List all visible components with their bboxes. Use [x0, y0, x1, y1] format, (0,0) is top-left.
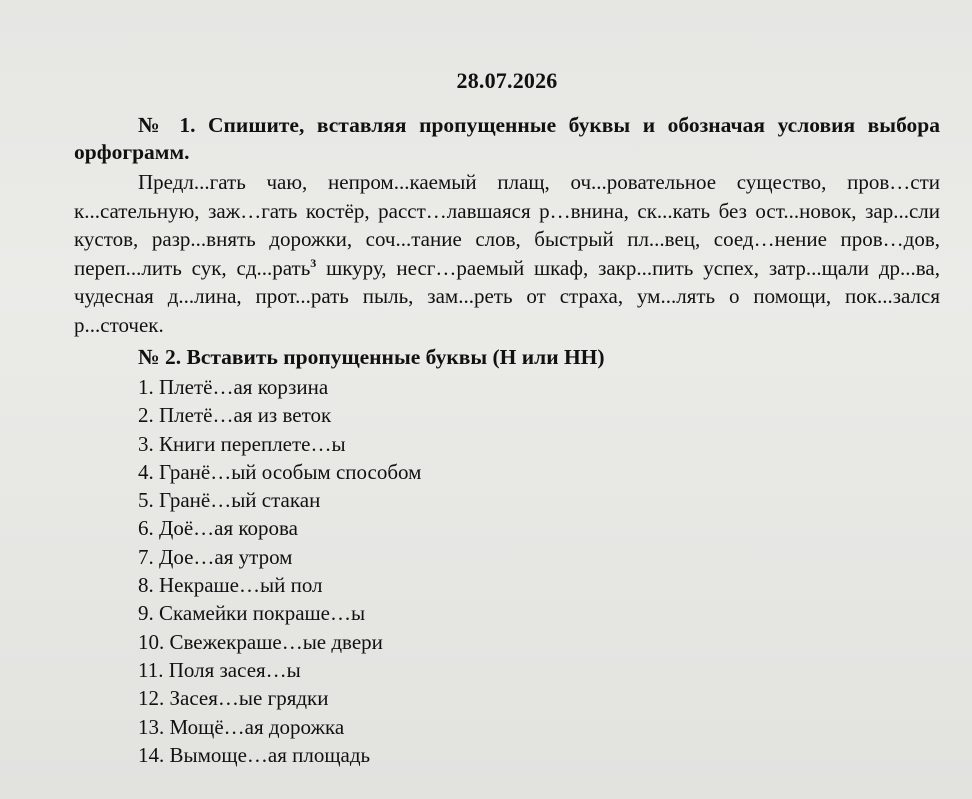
list-item: 8. Некраше…ый пол [138, 573, 323, 598]
task1-text-part1: Предл...гать чаю, непром...каемый плащ, оч...ровательное существо, пров…сти к...сательную, заж…гать костёр, расст…лавшаяся р…внина, ск...кать без ост...новок, зар...сли кустов, разр...внять дорожки, соч...тание слов, быстрый пл...вец, соед…нение пров…дов, переп...лить сук, сд...рать [74, 170, 940, 280]
document-date: 28.07.2026 [456, 68, 558, 93]
list-item: 12. Засея…ые грядки [138, 686, 329, 711]
list-item: 5. Гранё…ый стакан [138, 488, 321, 513]
list-item: 4. Гранё…ый особым способом [138, 459, 422, 484]
task1-title: № 1. Спишите, вставляя пропущенные буквы и обозначая условия выбора орфограмм. [74, 113, 940, 164]
list-item: 2. Плетё…ая из веток [138, 403, 332, 428]
list-item: 14. Вымоще…ая площадь [138, 742, 371, 767]
list-item: 1. Плетё…ая корзина [138, 375, 329, 399]
list-item: 7. Дое…ая утром [138, 544, 293, 569]
task1-text-part2: шкуру, несг…раемый шкаф, закр...пить успех, затр...щали др...ва, чудесная д...лина, прот...рать пыль, зам...реть от страха, ум...лять о помощи, пок...зался р...сточек. [74, 255, 940, 337]
list-item: 10. Свежекраше…ые двери [138, 629, 383, 654]
document-content [74, 68, 940, 769]
list-item: 9. Скамейки покраше…ы [138, 601, 366, 626]
list-item: 13. Мощё…ая дорожка [138, 714, 345, 739]
list-item: 6. Доё…ая корова [138, 516, 298, 541]
task2-list [138, 373, 940, 769]
list-item: 3. Книги переплете…ы [138, 431, 346, 456]
task1-text [74, 168, 940, 339]
list-item: 11. Поля засея…ы [138, 657, 301, 682]
task1-superscript: 3 [310, 255, 317, 270]
task2-title: № 2. Вставить пропущенные буквы (Н или НН) [138, 345, 605, 369]
